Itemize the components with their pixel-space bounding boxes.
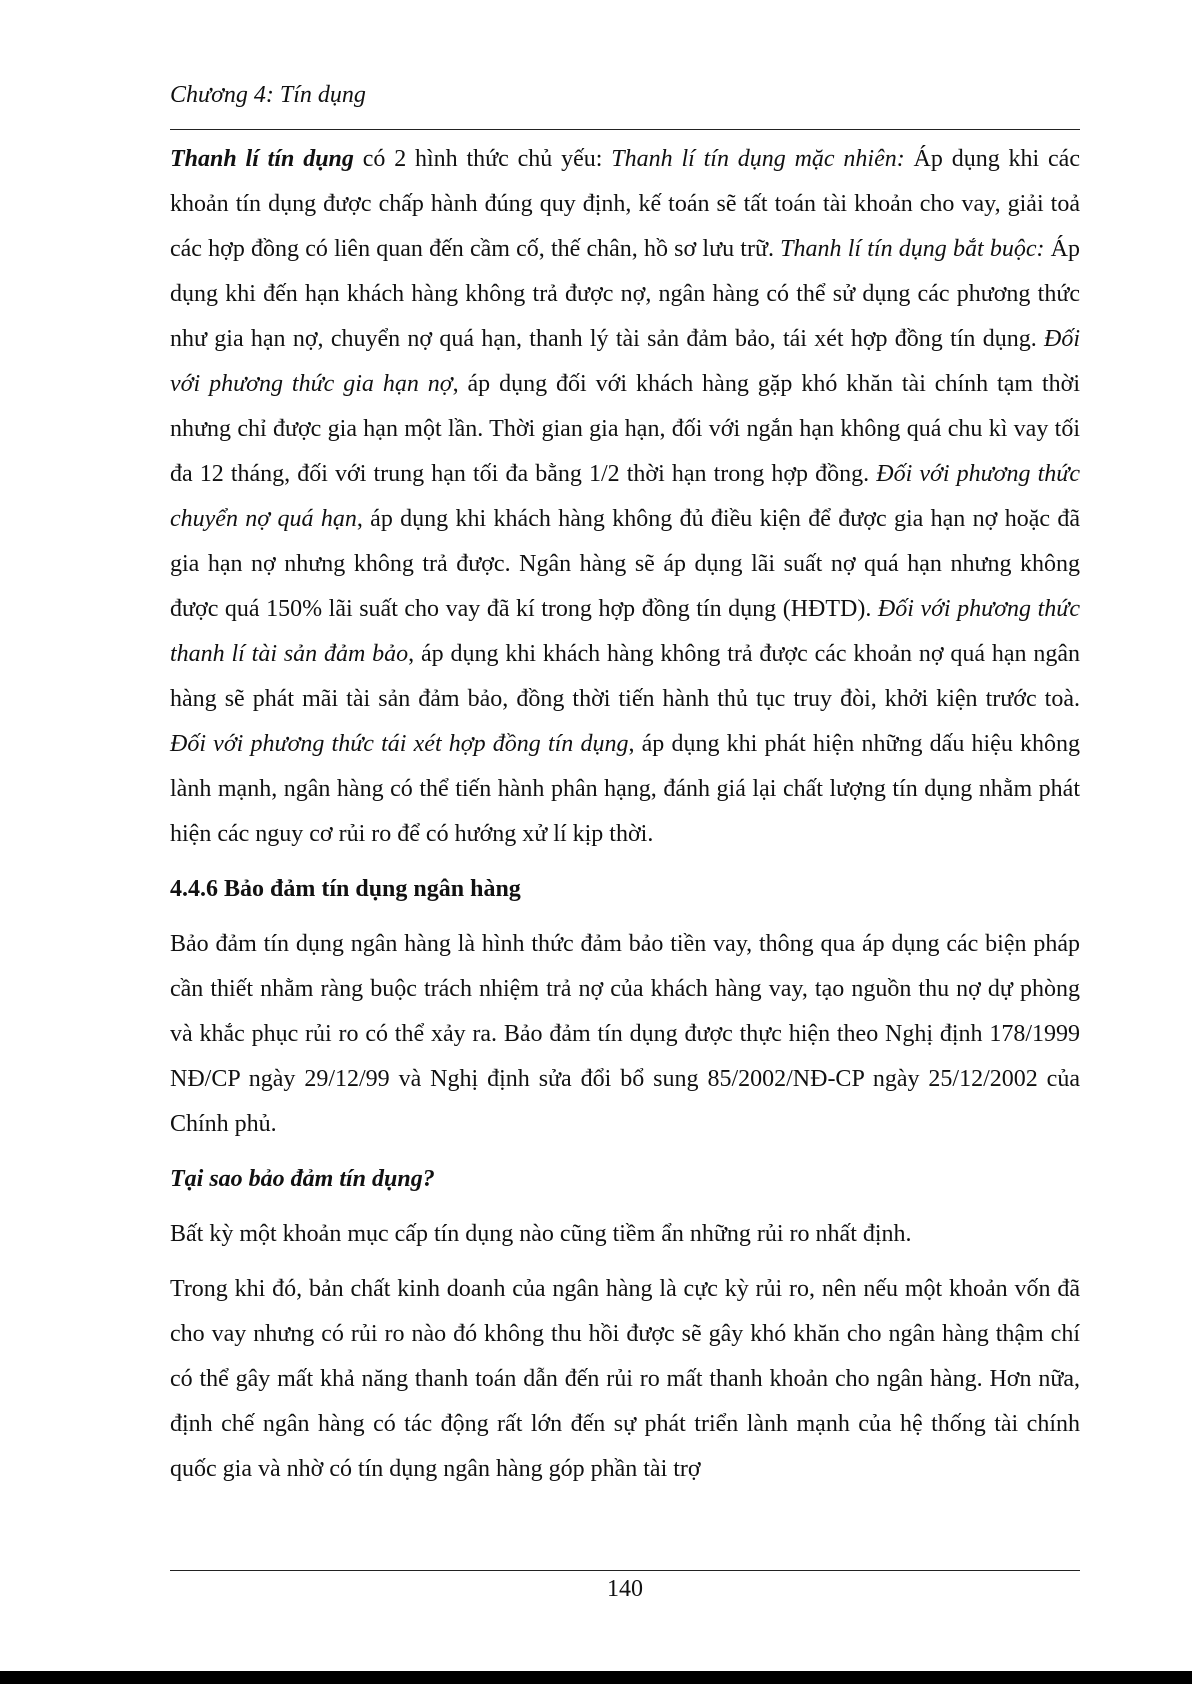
page-body [170,137,1080,1492]
text-run: , áp dụng đối với khách hàng gặp khó khăn tài chính tạm thời nhưng chỉ được gia hạn một lần. Thời gian gia hạn, đối với ngắn hạn không quá chu kì vay tối đa 12 tháng, đối với trung hạn tối đa bằng 1/2 thời hạn trong hợp đồng. [170,371,1081,487]
paragraph-bank-risk: Trong khi đó, bản chất kinh doanh của ngân hàng là cực kỳ rủi ro, nên nếu một khoản vốn đã cho vay nhưng có rủi ro nào đó không thu hồi được sẽ gây khó khăn cho ngân hàng thậm chí có thể gây mất khả năng thanh toán dẫn đến rủi ro mất thanh khoản cho ngân hàng. Hơn nữa, định chế ngân hàng có tác động rất lớn đến sự phát triển lành mạnh của hệ thống tài chính quốc gia và nhờ có tín dụng ngân hàng góp phần tài trợ [170,1276,1080,1482]
text-run: Áp dụng khi các khoản tín dụng được chấp hành đúng quy định, kế toán sẽ tất toán tài khoản cho vay, giải toả các hợp đồng có liên quan đến cầm cố, thế chân, hồ sơ lưu trữ. [170,146,1080,262]
text-run: , áp dụng khi khách hàng không đủ điều kiện để được gia hạn nợ hoặc đã gia hạn nợ nhưng không trả được. Ngân hàng sẽ áp dụng lãi suất nợ quá hạn nhưng không được quá 150% lãi suất cho vay đã kí trong hợp đồng tín dụng (HĐTD). [170,506,1081,622]
question-heading: Tại sao bảo đảm tín dụng? [170,1166,435,1192]
paragraph-credit-guarantee: Bảo đảm tín dụng ngân hàng là hình thức đảm bảo tiền vay, thông qua áp dụng các biện pháp cần thiết nhằm ràng buộc trách nhiệm trả nợ của khách hàng vay, tạo nguồn thu nợ dự phòng và khắc phục rủi ro có thể xảy ra. Bảo đảm tín dụng được thực hiện theo Nghị định 178/1999 NĐ/CP ngày 29/12/99 và Nghị định sửa đổi bổ sung 85/2002/NĐ-CP ngày 25/12/2002 của Chính phủ. [170,931,1080,1137]
term-default-liquidation: Thanh lí tín dụng mặc nhiên: [611,146,905,172]
term-mandatory-liquidation: Thanh lí tín dụng bắt buộc: [780,236,1045,262]
text-run: có 2 hình thức chủ yếu: [353,146,612,172]
term-contract-review: Đối với phương thức tái xét hợp đồng tín dụng [170,731,629,757]
text-run: Áp dụng khi đến hạn khách hàng không trả được nợ, ngân hàng có thể sử dụng các phương thức như gia hạn nợ, chuyển nợ quá hạn, thanh lý tài sản đảm bảo, tái xét hợp đồng tín dụng. [170,236,1080,352]
term-debt-extension: Đối với phương thức gia hạn nợ [170,326,1080,397]
text-run: , áp dụng khi khách hàng không trả được các khoản nợ quá hạn ngân hàng sẽ phát mãi tài sản đảm bảo, đồng thời tiến hành thủ tục truy đòi, khởi kiện trước toà. [170,641,1080,712]
scan-edge-bar [0,1671,1192,1684]
paragraph-risk-statement: Bất kỳ một khoản mục cấp tín dụng nào cũng tiềm ẩn những rủi ro nhất định. [170,1221,912,1247]
page-number: 140 [607,1576,643,1602]
paragraph-credit-liquidation [170,137,1080,857]
term-collateral-liquidation: Đối với phương thức thanh lí tài sản đảm bảo [170,596,1081,667]
header-rule [170,129,1080,130]
footer-rule [170,1570,1080,1571]
term-overdue-transfer: Đối với phương thức chuyển nợ quá hạn [170,461,1081,532]
section-heading: 4.4.6 Bảo đảm tín dụng ngân hàng [170,876,521,902]
chapter-header: Chương 4: Tín dụng [170,82,366,108]
term-credit-liquidation: Thanh lí tín dụng [170,146,354,172]
text-run: , áp dụng khi phát hiện những dấu hiệu không lành mạnh, ngân hàng có thể tiến hành phân hạng, đánh giá lại chất lượng tín dụng nhằm phát hiện các nguy cơ rủi ro để có hướng xử lí kịp thời. [170,731,1080,847]
